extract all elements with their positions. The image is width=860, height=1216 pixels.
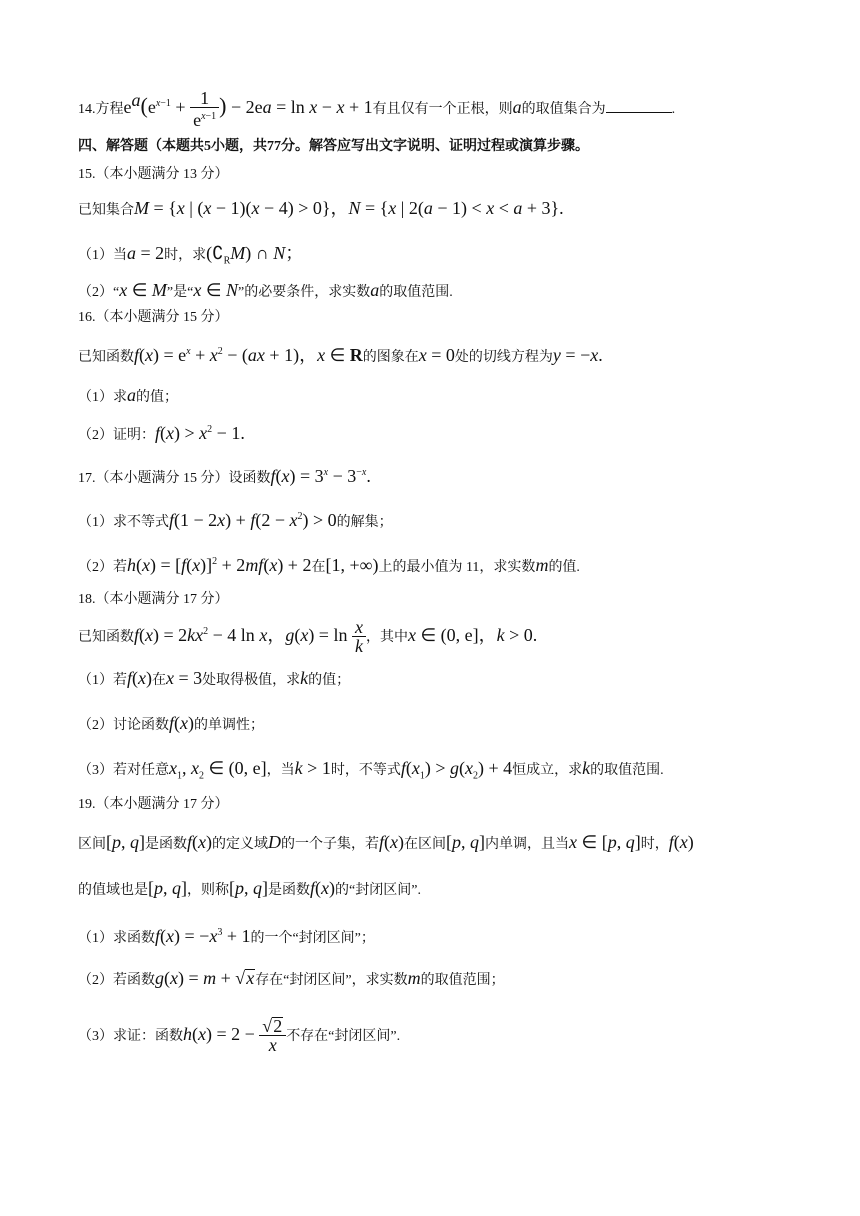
section-4-heading: 四、解答题（本题共5小题，共77分。解答应写出文字说明、证明过程或演算步骤。 bbox=[78, 139, 589, 154]
q19-part-2: （2）若函数g(x) = m + √x存在“封闭区间”，求实数m的取值范围； bbox=[78, 968, 505, 988]
q19-part-3: （3）求证：函数h(x) = 2 − $\frac{√2}{x}$ 不存在“封闭区间”. bbox=[78, 1016, 401, 1056]
q17-part-2: （2）若$h(x) = [f(x)]^2 + 2mf(x) + 2$在[1, +∞)上的最小值为 11，求实数m的值. bbox=[78, 555, 580, 575]
q18-header: 18.（本小题满分 17 分） bbox=[78, 592, 229, 607]
q14-text-3: 的取值集合为 bbox=[521, 102, 606, 117]
q19-definition-2: 的值域也是[p, q]，则称[p, q]是函数f(x)的“封闭区间”. bbox=[78, 878, 421, 898]
q16-part-2: （2）证明：$f(x) > x^2 - 1$. bbox=[78, 423, 245, 443]
q17-part-1: （1）求不等式$f(1 - 2x) + f(2 - x^2) > 0$的解集； bbox=[78, 510, 393, 530]
q15-header: 15.（本小题满分 13 分） bbox=[78, 167, 229, 182]
q14-fraction: $\frac{1}{e^{x-1}}$ bbox=[190, 89, 219, 129]
q14-number: 14. bbox=[78, 102, 96, 117]
q19-header: 19.（本小题满分 17 分） bbox=[78, 797, 229, 812]
q14-text-2: 有且仅有一个正根，则 bbox=[372, 102, 513, 117]
q16-part-1: （1）求a的值； bbox=[78, 385, 178, 405]
q18-functions: 已知函数$f(x) = 2kx^2 - 4$ ln x，g(x) = ln $\frac{x}{k}$ ，其中x ∈ (0, e]，k > 0. bbox=[78, 617, 538, 657]
q14-text-1: 方程 bbox=[95, 102, 124, 117]
q16-header: 16.（本小题满分 15 分） bbox=[78, 310, 229, 325]
q16-function: 已知函数$f(x) = e^x + x^2 - (ax + 1)$，x ∈ R的图象在x = 0处的切线方程为y = −x. bbox=[78, 345, 603, 365]
q14-answer-blank[interactable] bbox=[606, 98, 672, 113]
q15-part-2: （2）“x ∈ M”是“x ∈ N”的必要条件，求实数a的取值范围. bbox=[78, 280, 453, 300]
q14-line: 14.方程$e^a(e^{x-1}$ + $\frac{1}{e^{x-1}}$ ) − 2ea = ln x − x + 1有且仅有一个正根，则a的取值集合为 . bbox=[78, 87, 676, 130]
q19-definition-1: 区间[p, q]是函数f(x)的定义域D的一个子集，若f(x)在区间[p, q]内单调，且当x ∈ [p, q]时，f(x) bbox=[78, 832, 694, 852]
q14-equation-left: $e^a(e^{x-1}$ + $\frac{1}{e^{x-1}}$ ) − 2ea = ln x − x + 1 bbox=[123, 87, 373, 130]
q17-header: 17.（本小题满分 15 分）设函数$f(x) = 3^x - 3^{-x}$. bbox=[78, 466, 371, 486]
q18-part-2: （2）讨论函数f(x)的单调性； bbox=[78, 713, 265, 733]
q15-sets: 已知集合M = {x | (x − 1)(x − 4) > 0}，N = {x | 2(a − 1) < x < a + 3}. bbox=[78, 198, 564, 218]
q18-part-3: （3）若对任意$x_1$, $x_2$ ∈ (0, e]，当k > 1时，不等式$f(x_1) > g(x_2) + 4$恒成立，求k的取值范围. bbox=[78, 758, 664, 782]
q18-part-1: （1）若f(x)在x = 3处取得极值，求k的值； bbox=[78, 668, 351, 688]
q15-part-1: （1）当a = 2时，求$(∁_RM)$ ∩ N； bbox=[78, 243, 304, 267]
q19-part-1: （1）求函数$f(x) = -x^3 + 1$的一个“封闭区间”； bbox=[78, 926, 375, 946]
